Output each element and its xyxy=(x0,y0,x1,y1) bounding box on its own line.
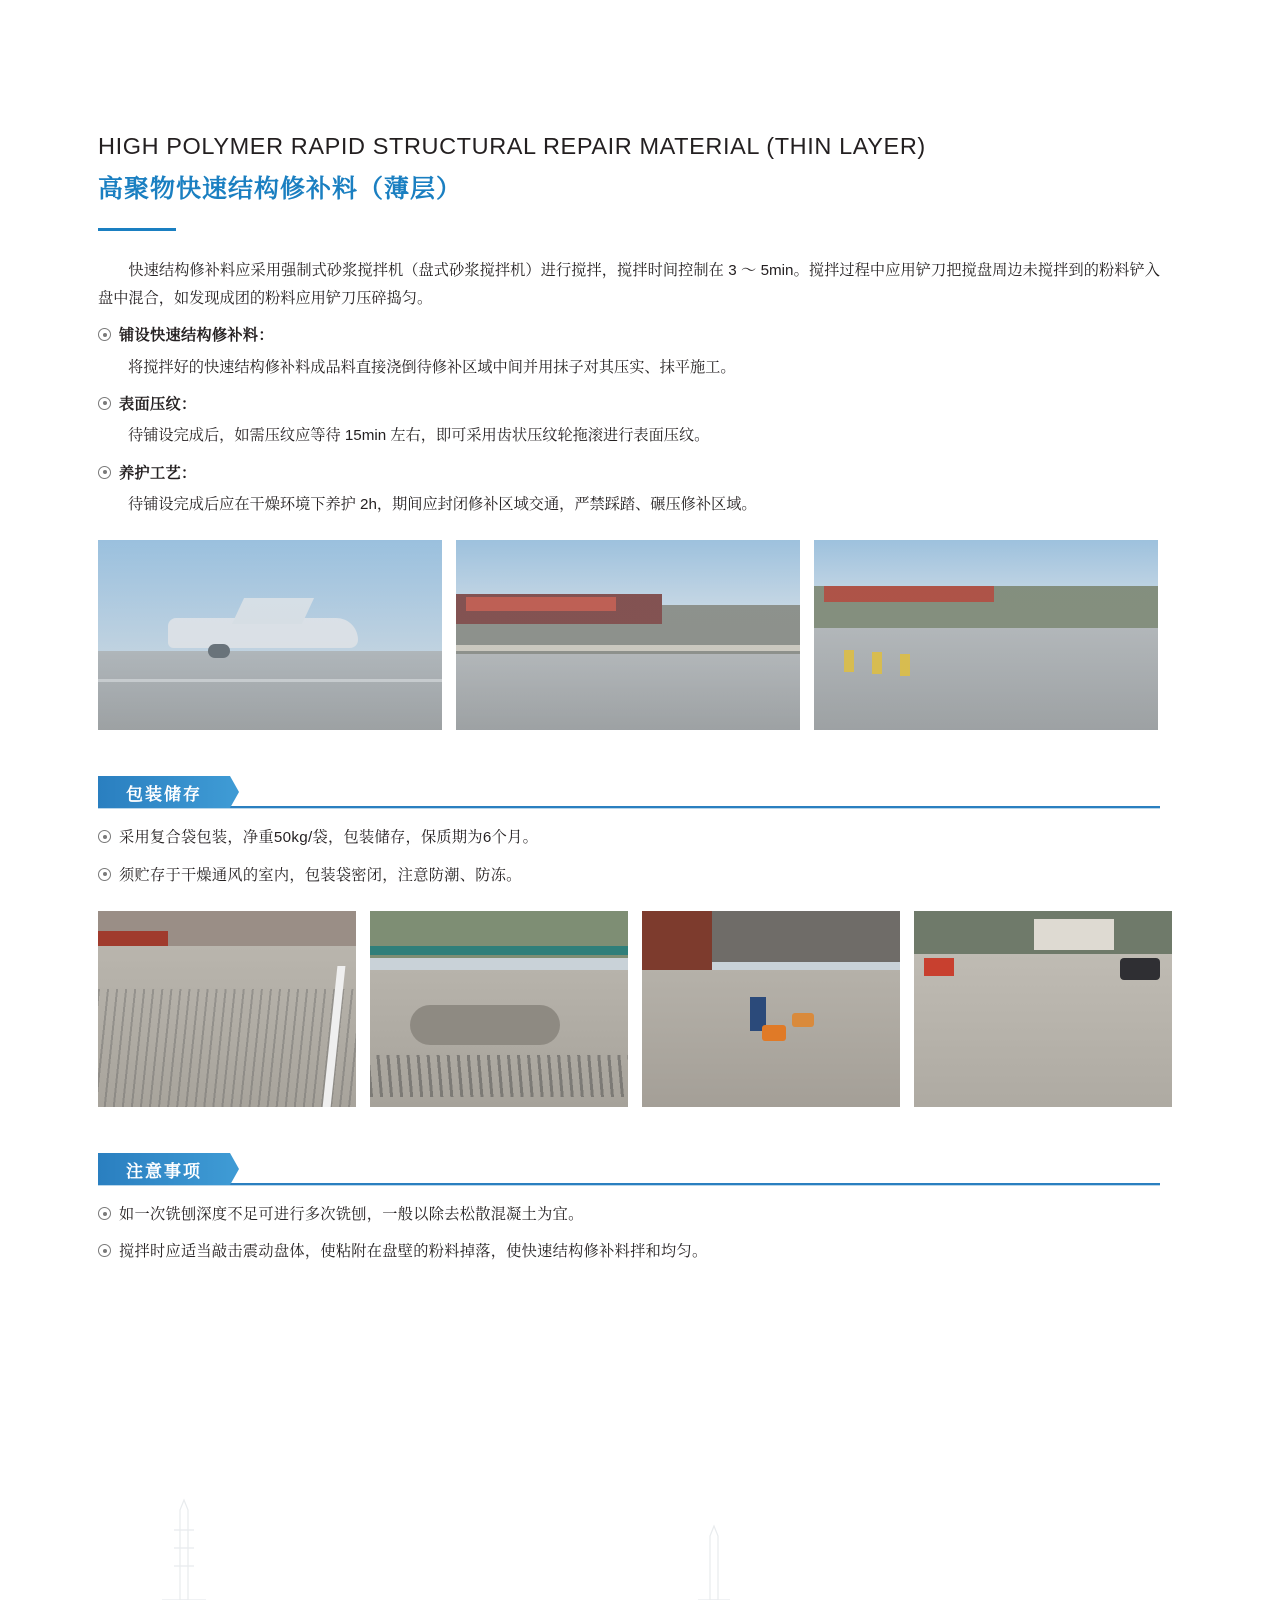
section-item-list xyxy=(98,824,1160,889)
bullet-icon xyxy=(98,1244,111,1257)
bullet-icon xyxy=(98,466,111,479)
section-rule-thin xyxy=(98,808,1160,809)
step-heading-text: 铺设快速结构修补料： xyxy=(119,327,274,345)
title-underline xyxy=(98,228,176,231)
section-rule-thin xyxy=(98,1185,1160,1186)
bullet-icon xyxy=(98,1207,111,1220)
page-content xyxy=(98,132,1160,1266)
photo-commercial-street xyxy=(456,540,800,730)
list-item-text: 搅拌时应适当敲击震动盘体，使粘附在盘壁的粉料掉落，使快速结构修补料拌和均匀。 xyxy=(119,1243,708,1261)
section-tab-label: 注意事项 xyxy=(98,1153,230,1185)
step-heading-2 xyxy=(98,391,1160,418)
gallery-packaging xyxy=(98,911,1160,1107)
photo-finished-pavement xyxy=(914,911,1172,1107)
list-item xyxy=(98,824,1160,851)
list-item xyxy=(98,862,1160,889)
gallery-top xyxy=(98,540,1160,730)
page-title-cn: 高聚物快速结构修补料（薄层） xyxy=(98,175,463,204)
step-heading-3 xyxy=(98,460,1160,487)
list-item xyxy=(98,1201,1160,1228)
section-packaging-storage xyxy=(98,776,1160,1107)
step-detail-1: 将搅拌好的快速结构修补料成品料直接浇倒待修补区域中间并用抹子对其压实、抹平施工。 xyxy=(128,358,736,376)
bullet-icon xyxy=(98,397,111,410)
list-item-text: 采用复合袋包装，净重50kg/袋，包装储存，保质期为6个月。 xyxy=(119,829,539,847)
section-precautions xyxy=(98,1153,1160,1266)
list-item xyxy=(98,1238,1160,1265)
photo-city-road-cones xyxy=(814,540,1158,730)
bullet-icon xyxy=(98,868,111,881)
page-title-en: HIGH POLYMER RAPID STRUCTURAL REPAIR MATERIAL (THIN LAYER) xyxy=(98,133,926,159)
section-header xyxy=(98,776,1160,810)
intro-paragraph: 快速结构修补料应采用强制式砂浆搅拌机（盘式砂浆搅拌机）进行搅拌，搅拌时间控制在 3 ～ 5min。搅拌过程中应用铲刀把搅盘周边未搅拌到的粉料铲入盘中混合，如发现成团的粉料应用铲刀压碎捣匀。 xyxy=(98,261,1160,307)
bullet-icon xyxy=(98,830,111,843)
step-heading-1 xyxy=(98,322,1160,349)
photo-airport-runway xyxy=(98,540,442,730)
step-detail-2: 待铺设完成后，如需压纹应等待 15min 左右，即可采用齿状压纹轮拖滚进行表面压纹。 xyxy=(128,427,710,445)
section-item-list xyxy=(98,1201,1160,1266)
photo-textured-pavement xyxy=(98,911,356,1107)
photo-guardrail-damaged-road xyxy=(370,911,628,1107)
step-heading-text: 养护工艺： xyxy=(119,464,197,482)
bullet-icon xyxy=(98,328,111,341)
step-heading-text: 表面压纹： xyxy=(119,395,197,413)
footer-decoration xyxy=(150,1490,770,1600)
list-item-text: 须贮存于干燥通风的室内，包装袋密闭，注意防潮、防冻。 xyxy=(119,866,522,884)
list-item-text: 如一次铣刨深度不足可进行多次铣刨，一般以除去松散混凝土为宜。 xyxy=(119,1206,584,1224)
step-detail-3: 待铺设完成后应在干燥环境下养护 2h，期间应封闭修补区域交通，严禁踩踏、碾压修补区域。 xyxy=(128,495,757,513)
section-tab-label: 包装储存 xyxy=(98,776,230,808)
photo-gas-station-workers xyxy=(642,911,900,1107)
section-header xyxy=(98,1153,1160,1187)
